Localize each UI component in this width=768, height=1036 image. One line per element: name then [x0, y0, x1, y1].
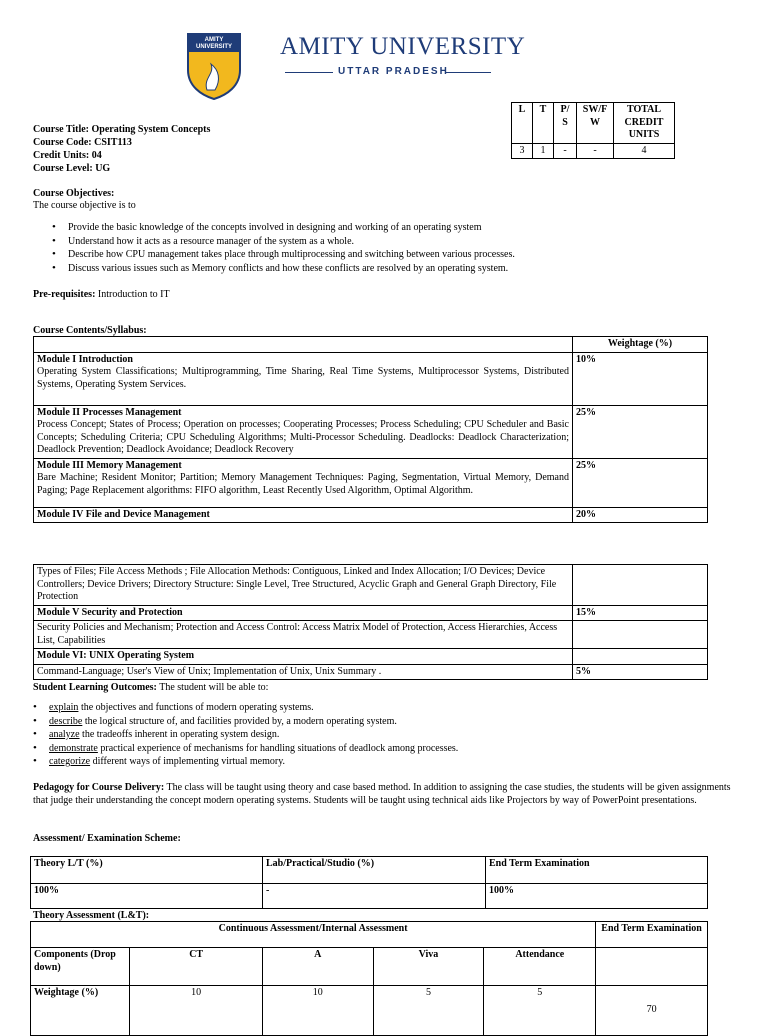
outcome-text: the tradeoffs inherent in operating system design.: [79, 729, 280, 740]
assessment-table: [30, 856, 708, 909]
component-viva: Viva: [373, 948, 484, 986]
module-5-weight-blank: [573, 621, 708, 649]
outcomes-label: Student Learning Outcomes:: [33, 682, 157, 693]
theory-assessment-table: [30, 921, 708, 1036]
module-title: Module IV File and Device Management: [37, 508, 210, 520]
weight-attendance: 5: [484, 986, 596, 1036]
outcome-text: practical experience of mechanisms for handling situations of deadlock among processes.: [97, 742, 459, 754]
module-4-cell: [34, 507, 573, 523]
course-code: Course Code: CSIT113: [33, 137, 132, 148]
assessment-value-endterm: 100%: [486, 884, 708, 909]
outcome-text: different ways of implementing virtual memory.: [90, 756, 286, 767]
module-weight: 25%: [573, 458, 708, 507]
module-description: Process Concept; States of Process; Operation on processes; Cooperating Processes; Process Scheduling; CPU Scheduler and Basic Concepts; Scheduling Criteria; CPU Scheduling Algorithms; Multi-Processor Scheduling. Deadlocks: Deadlock Characterization; Deadlock Prevention; Deadlock Avoidance; Deadlock Recovery: [37, 419, 569, 455]
outcome-text: the objectives and functions of modern operating systems.: [78, 702, 314, 713]
module-5-weight: 15%: [573, 605, 708, 621]
weight-end-term: 70: [596, 986, 708, 1036]
prerequisites: [33, 288, 170, 301]
module-4-weight-blank: [573, 565, 708, 606]
course-title: Course Title: Operating System Concepts: [33, 124, 211, 135]
assessment-heading: Assessment/ Examination Scheme:: [33, 833, 181, 844]
outcome-verb: explain: [49, 702, 79, 713]
objective-item: • Provide the basic knowledge of the concepts involved in designing and working of an operating system: [50, 221, 750, 235]
university-state: UTTAR PRADESH: [338, 66, 449, 77]
end-term-blank: [596, 948, 708, 986]
course-level: Course Level: UG: [33, 163, 111, 174]
module-description: Operating System Classifications; Multiprogramming, Time Sharing, Real Time Systems, Multiprocessor Systems, Distributed Systems, Operating System Services.: [37, 366, 569, 390]
weight-a: 10: [262, 986, 373, 1036]
component-attendance: Attendance: [484, 948, 596, 986]
module-6-description: Command-Language; User's View of Unix; Implementation of Unix, Unix Summary .: [34, 664, 573, 680]
prereq-label: Pre-requisites:: [33, 289, 96, 300]
credit-value-swfw: -: [577, 143, 614, 159]
credit-value-t: 1: [533, 143, 554, 159]
objectives-intro: The course objective is to: [33, 200, 136, 211]
module-description: Bare Machine; Resident Monitor; Partition; Memory Management Techniques: Paging, Segmentation, Virtual Memory, Demand Paging; Page Replacement algorithms: FIFO algorithm, Least Recently Used Algorithm, Optimal Algorithm.: [37, 472, 569, 496]
outcomes-intro: The student will be able to:: [159, 682, 269, 693]
module-weight: 25%: [573, 405, 708, 458]
syllabus-table: [33, 336, 708, 523]
module-weight: 10%: [573, 352, 708, 405]
theory-heading: Theory Assessment (L&T):: [33, 910, 150, 921]
objectives-list: [50, 221, 750, 275]
outcome-item: [31, 728, 731, 742]
credit-value-ps: -: [554, 143, 577, 159]
module-title: Module III Memory Management: [37, 459, 182, 471]
outcome-item: [31, 742, 731, 756]
state-line-left: [285, 72, 333, 73]
credit-header-swfw: SW/F W: [577, 103, 614, 144]
outcome-verb: describe: [49, 715, 83, 727]
assessment-header-theory: Theory L/T (%): [31, 857, 263, 884]
prereq-value: Introduction to IT: [97, 289, 170, 300]
credit-units: Credit Units: 04: [33, 150, 102, 161]
objective-item: • Describe how CPU management takes place through multiprocessing and switching between various processes.: [50, 248, 750, 262]
component-ct: CT: [130, 948, 262, 986]
module-4-description: Types of Files; File Access Methods ; File Allocation Methods: Contiguous, Linked and Index Allocation; I/O Devices; Device Controllers; Device Drivers; Directory Structure: Single Level, Tree Structured, Acyclic Graph and General Graph Directory, File Protection: [34, 565, 573, 606]
outcome-verb: categorize: [49, 756, 91, 767]
assessment-header-endterm: End Term Examination: [486, 857, 708, 884]
credit-header-ps: P/ S: [554, 103, 577, 144]
module-3-cell: [34, 458, 573, 507]
university-name: AMITY UNIVERSITY: [280, 33, 526, 60]
objectives-heading: Course Objectives:: [33, 188, 115, 199]
outcome-item: [31, 755, 731, 769]
pedagogy-label: Pedagogy for Course Delivery:: [33, 782, 165, 793]
weight-ct: 10: [130, 986, 262, 1036]
weightage-label: Weightage (%): [31, 986, 130, 1036]
module-5-title: Module V Security and Protection: [34, 605, 573, 621]
objective-item: • Discuss various issues such as Memory conflicts and how these conflicts are resolved by an operating system.: [50, 262, 750, 276]
credit-value-total: 4: [614, 143, 675, 159]
outcome-verb: analyze: [49, 729, 80, 740]
module-title: Module II Processes Management: [37, 406, 182, 418]
module-6-title-blank: [573, 649, 708, 665]
outcome-item: [31, 715, 731, 729]
module-title: Module I Introduction: [37, 353, 133, 365]
end-term-header: End Term Examination: [596, 922, 708, 948]
weight-viva: 5: [373, 986, 484, 1036]
outcomes-list: [31, 701, 731, 769]
module-2-cell: [34, 405, 573, 458]
credit-header-t: T: [533, 103, 554, 144]
pedagogy-text: The class will be taught using theory and case based method. In addition to assigning the case studies, the students will be given assignments that judge their understanding the concept modern operating systems. Students will be taught using technical aids like Projectors by way of PowerPoint presentations.: [33, 782, 731, 806]
outcome-item: [31, 701, 731, 715]
weightage-header: Weightage (%): [573, 337, 708, 353]
outcome-verb: demonstrate: [49, 742, 98, 754]
continuous-assessment-header: Continuous Assessment/Internal Assessment: [31, 922, 596, 948]
syllabus-table-continued: [33, 564, 708, 680]
syllabus-heading: Course Contents/Syllabus:: [33, 325, 147, 336]
syllabus-header-blank: [34, 337, 573, 353]
module-weight: 20%: [573, 507, 708, 523]
outcome-text: the logical structure of, and facilities provided by, a modern operating system.: [82, 715, 397, 727]
module-1-cell: [34, 352, 573, 405]
credit-header-total: TOTAL CREDIT UNITS: [614, 103, 675, 144]
objective-item: • Understand how it acts as a resource manager of the system as a whole.: [50, 235, 750, 249]
assessment-value-lab: -: [263, 884, 486, 909]
module-6-title: Module VI: UNIX Operating System: [34, 649, 573, 665]
components-label: Components (Drop down): [31, 948, 130, 986]
assessment-value-theory: 100%: [31, 884, 263, 909]
logo-lettering: AMITY UNIVERSITY: [195, 37, 232, 50]
learning-outcomes: [33, 681, 268, 694]
state-line-right: [445, 72, 491, 73]
module-6-weight: 5%: [573, 664, 708, 680]
credit-units-table: [511, 102, 675, 159]
module-5-description: Security Policies and Mechanism; Protection and Access Control: Access Matrix Model of Protection, Access Hierarchies, Access List, Capabilities: [34, 621, 573, 649]
component-a: A: [262, 948, 373, 986]
credit-value-l: 3: [512, 143, 533, 159]
assessment-header-lab: Lab/Practical/Studio (%): [263, 857, 486, 884]
pedagogy: [33, 781, 733, 807]
credit-header-l: L: [512, 103, 533, 144]
